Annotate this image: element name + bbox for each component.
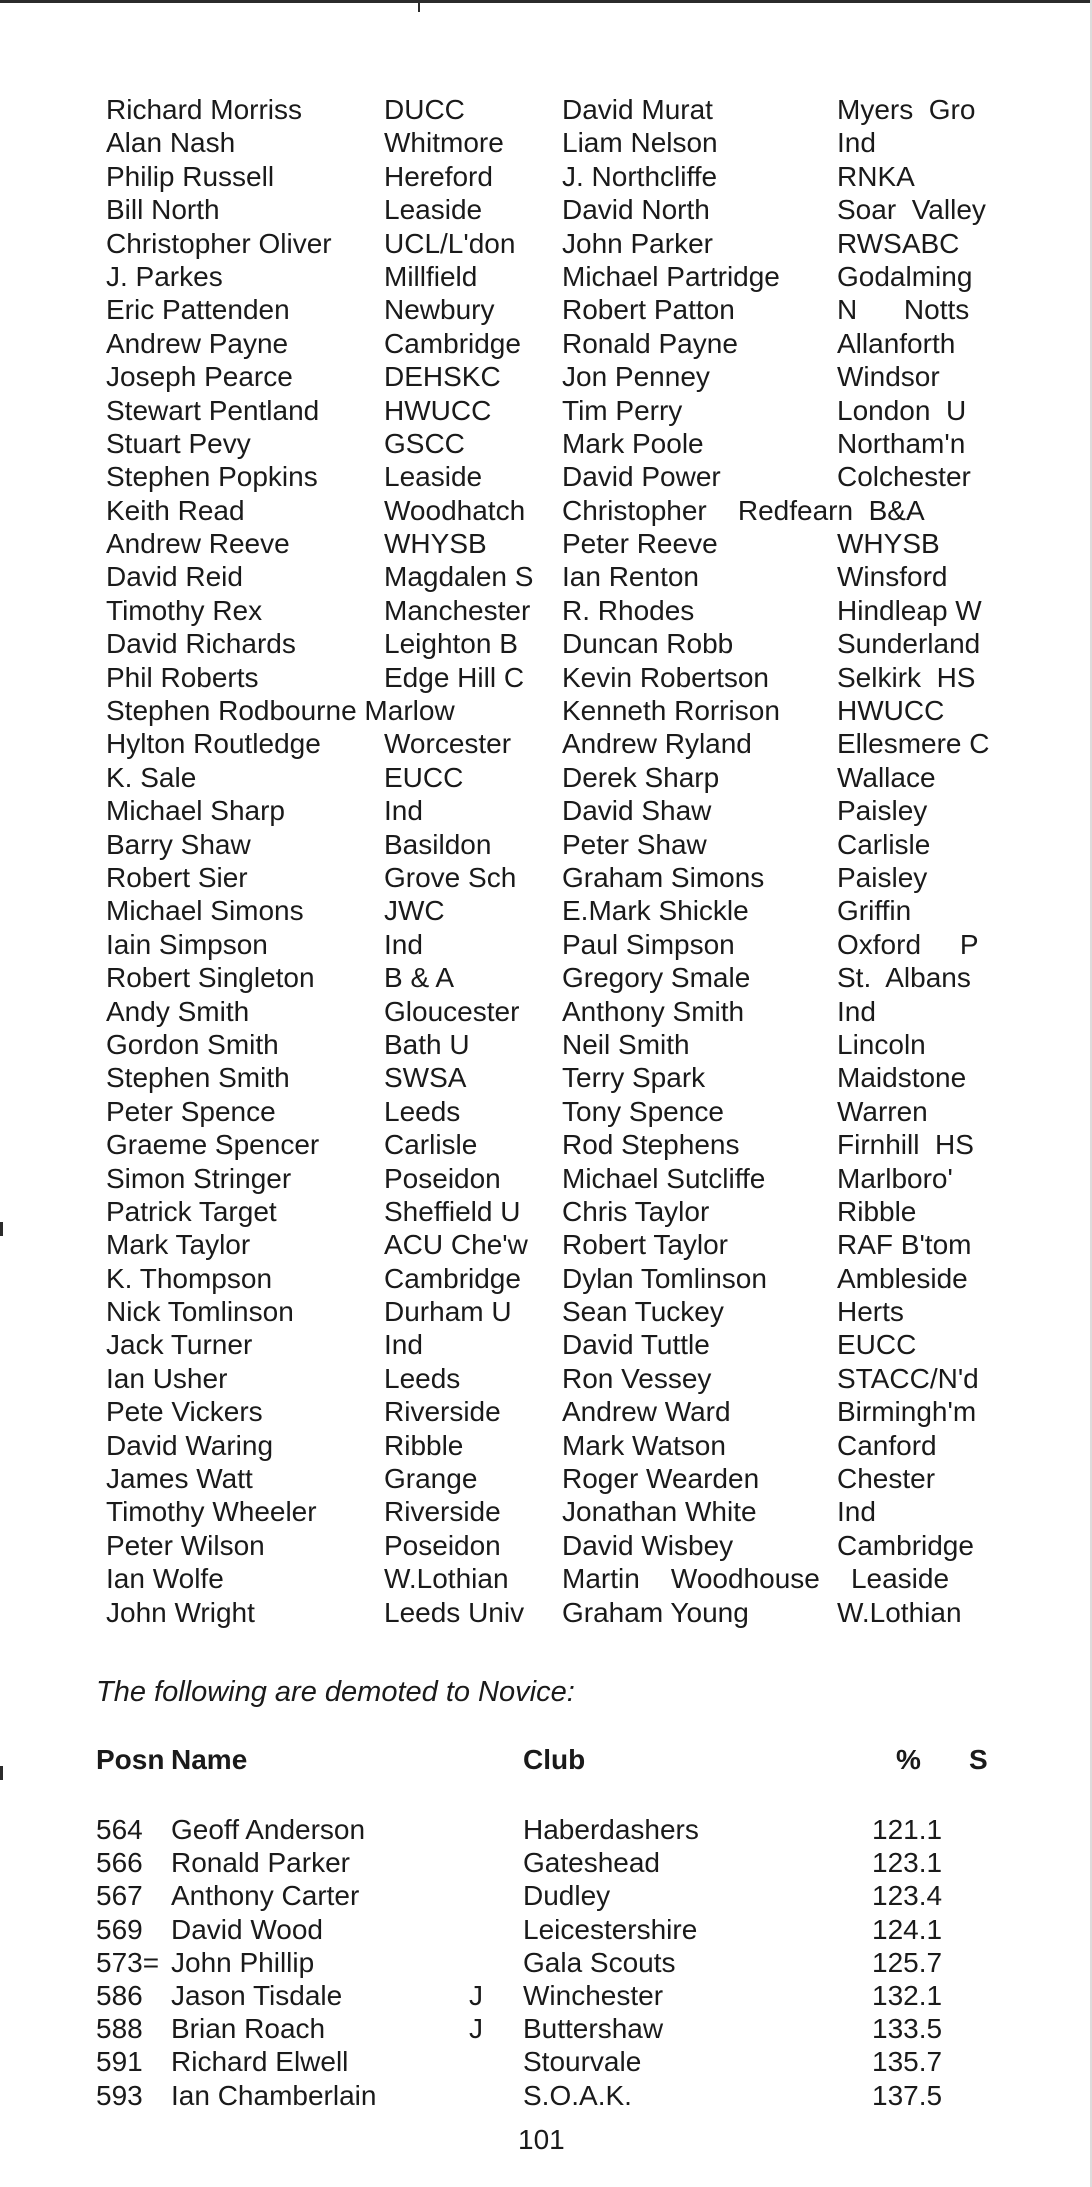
name-cell: David Wood xyxy=(171,1913,324,1945)
name-cell: Mark Taylor xyxy=(106,1229,251,1261)
club-cell: Ribble xyxy=(384,1429,464,1461)
club-cell: GSCC xyxy=(384,427,465,459)
posn-cell: 573= xyxy=(96,1946,160,1978)
club-cell: Carlisle xyxy=(837,828,931,860)
percent-cell: 121.1 xyxy=(872,1814,943,1845)
name-cell: K. Thompson xyxy=(106,1262,273,1294)
name-cell: John Parker xyxy=(562,227,713,259)
name-cell: Pete Vickers xyxy=(106,1396,263,1428)
list-row xyxy=(92,527,1022,560)
club-cell: Millfield xyxy=(384,260,478,292)
name-cell: John Wright xyxy=(106,1596,255,1628)
table-row xyxy=(96,1979,1016,2012)
posn-cell: 593 xyxy=(96,2079,143,2111)
club-cell: Ind xyxy=(837,1496,876,1528)
posn-cell: 591 xyxy=(96,2046,143,2078)
club-cell: Bath U xyxy=(384,1028,470,1060)
club-cell: SWSA xyxy=(384,1062,467,1094)
list-row xyxy=(92,1529,1022,1562)
posn-cell: 569 xyxy=(96,1913,143,1945)
name-cell: Jason Tisdale xyxy=(171,1979,343,2011)
club-cell: Godalming xyxy=(837,260,973,292)
name-cell: Eric Pattenden xyxy=(106,294,290,326)
name-cell: Hylton Routledge xyxy=(106,728,321,760)
club-cell: Leighton B xyxy=(384,628,518,660)
percent-cell: 125.7 xyxy=(872,1946,943,1978)
name-cell: Jon Penney xyxy=(562,361,710,393)
name-cell: J. Parkes xyxy=(106,260,223,292)
posn-cell: 566 xyxy=(96,1847,143,1879)
name-cell: Iain Simpson xyxy=(106,928,268,960)
list-row xyxy=(92,1495,1022,1528)
name-cell: Jonathan White xyxy=(562,1496,757,1528)
name-cell: K. Sale xyxy=(106,761,197,793)
name-cell: E.Mark Shickle xyxy=(562,895,749,927)
name-cell: Peter Shaw xyxy=(562,828,707,860)
table-row xyxy=(96,1846,1016,1879)
left-margin-mark xyxy=(0,1766,3,1780)
club-cell: Whitmore xyxy=(384,127,504,159)
name-cell: Kenneth Rorrison xyxy=(562,695,780,727)
name-cell: Anthony Carter xyxy=(171,1880,360,1912)
novice-table xyxy=(96,1813,1016,2112)
club-cell: Paisley xyxy=(837,795,928,827)
table-row xyxy=(96,2012,1016,2045)
name-cell: Barry Shaw xyxy=(106,828,251,860)
list-row xyxy=(92,494,1022,527)
name-cell: Richard Elwell xyxy=(171,2046,349,2078)
percent-cell: 132.1 xyxy=(872,1979,943,2011)
name-cell: Ian Chamberlain xyxy=(171,2079,377,2111)
club-cell: Woodhatch xyxy=(384,494,526,526)
club-cell: Ellesmere C xyxy=(837,728,990,760)
column-header-club: Club xyxy=(523,1744,586,1775)
table-row xyxy=(96,1946,1016,1979)
list-row xyxy=(92,427,1022,460)
club-cell: Paisley xyxy=(837,861,928,893)
list-row xyxy=(92,828,1022,861)
list-row xyxy=(92,193,1022,226)
list-row xyxy=(92,1128,1022,1161)
name-cell: Simon Stringer xyxy=(106,1162,292,1194)
club-cell: Herts xyxy=(837,1296,904,1328)
name-cell: David Waring xyxy=(106,1429,274,1461)
name-cell: Martin Woodhouse Leaside xyxy=(562,1563,950,1595)
club-cell: Leeds xyxy=(384,1362,461,1394)
name-cell: Stephen Popkins xyxy=(106,461,318,493)
page-number: 101 xyxy=(518,2124,565,2155)
list-row xyxy=(92,794,1022,827)
name-cell: Timothy Wheeler xyxy=(106,1496,317,1528)
column-header-s: S xyxy=(969,1744,988,1775)
name-cell: Bill North xyxy=(106,194,220,226)
club-cell: S.O.A.K. xyxy=(523,2079,632,2111)
list-row xyxy=(92,1395,1022,1428)
column-header-posn: Posn xyxy=(96,1744,165,1775)
list-row xyxy=(92,661,1022,694)
table-row xyxy=(96,1913,1016,1946)
list-row xyxy=(92,1295,1022,1328)
club-cell: RNKA xyxy=(837,160,915,192)
list-row xyxy=(92,761,1022,794)
list-row xyxy=(92,928,1022,961)
club-cell: Ribble xyxy=(837,1195,917,1227)
name-cell: Ronald Payne xyxy=(562,327,738,359)
percent-cell: 133.5 xyxy=(872,2013,943,2045)
name-cell: David Reid xyxy=(106,561,243,593)
club-cell: Northam'n xyxy=(837,427,966,459)
club-cell: Ambleside xyxy=(837,1262,968,1294)
name-cell: Stephen Smith xyxy=(106,1062,290,1094)
name-cell: Peter Reeve xyxy=(562,528,718,560)
club-cell: Haberdashers xyxy=(523,1814,699,1845)
club-cell: W.Lothian xyxy=(837,1596,962,1628)
name-cell: Gregory Smale xyxy=(562,962,751,994)
club-cell: RAF B'tom xyxy=(837,1229,972,1261)
club-cell: N Notts xyxy=(837,294,970,326)
club-cell: Soar Valley xyxy=(837,194,986,226)
top-edge-rule xyxy=(0,0,1092,3)
column-header-name: Name xyxy=(171,1744,248,1775)
table-row xyxy=(96,2079,1016,2112)
novice-table-header xyxy=(96,1744,1016,1778)
club-cell: Wallace xyxy=(837,761,936,793)
club-cell: Myers Gro xyxy=(837,94,976,125)
name-cell: Derek Sharp xyxy=(562,761,720,793)
name-cell: J. Northcliffe xyxy=(562,160,718,192)
club-cell: Cambridge xyxy=(384,1262,521,1294)
list-row xyxy=(92,961,1022,994)
list-row xyxy=(92,360,1022,393)
club-cell: Worcester xyxy=(384,728,512,760)
name-cell: Kevin Robertson xyxy=(562,661,770,693)
club-cell: STACC/N'd xyxy=(837,1362,979,1394)
club-cell: Sheffield U xyxy=(384,1195,521,1227)
list-row xyxy=(92,694,1022,727)
percent-cell: 124.1 xyxy=(872,1913,943,1945)
list-row xyxy=(92,1596,1022,1629)
name-cell: Nick Tomlinson xyxy=(106,1296,294,1328)
club-cell: WHYSB xyxy=(384,528,487,560)
name-cell: Jack Turner xyxy=(106,1329,253,1361)
name-cell: Brian Roach xyxy=(171,2013,326,2045)
name-cell: Andrew Ward xyxy=(562,1396,731,1428)
name-cell: Liam Nelson xyxy=(562,127,718,159)
club-cell: Ind xyxy=(384,928,423,960)
name-cell: Andrew Ryland xyxy=(562,728,752,760)
club-cell: Dudley xyxy=(523,1880,611,1912)
club-cell: RWSABC xyxy=(837,227,960,259)
name-cell: Peter Wilson xyxy=(106,1529,265,1561)
club-cell: Grove Sch xyxy=(384,861,517,893)
name-cell: James Watt xyxy=(106,1463,253,1495)
club-cell: Sunderland xyxy=(837,628,981,660)
club-cell: Marlboro' xyxy=(837,1162,953,1194)
name-cell: Terry Spark xyxy=(562,1062,706,1094)
junior-flag: J xyxy=(469,1979,483,2011)
list-row xyxy=(92,1262,1022,1295)
club-cell: HWUCC xyxy=(384,394,492,426)
name-cell: Ian Renton xyxy=(562,561,699,593)
list-row xyxy=(92,394,1022,427)
list-row xyxy=(92,1362,1022,1395)
name-cell: Ian Usher xyxy=(106,1362,228,1394)
club-cell: Riverside xyxy=(384,1396,501,1428)
name-cell: Duncan Robb xyxy=(562,628,734,660)
name-cell: Roger Wearden xyxy=(562,1463,760,1495)
name-cell: Patrick Target xyxy=(106,1195,277,1227)
club-cell: Grange xyxy=(384,1463,478,1495)
club-cell: EUCC xyxy=(384,761,464,793)
name-club-list xyxy=(92,93,1022,1629)
name-cell: Andrew Reeve xyxy=(106,528,290,560)
name-cell: Phil Roberts xyxy=(106,661,259,693)
posn-cell: 588 xyxy=(96,2013,143,2045)
name-cell: Christopher Oliver xyxy=(106,227,332,259)
percent-cell: 135.7 xyxy=(872,2046,943,2078)
list-row xyxy=(92,1095,1022,1128)
name-cell: Keith Read xyxy=(106,494,245,526)
list-row xyxy=(92,594,1022,627)
club-cell: Maidstone xyxy=(837,1062,967,1094)
club-cell: Selkirk HS xyxy=(837,661,976,693)
name-cell: Anthony Smith xyxy=(562,995,745,1027)
name-cell: Mark Poole xyxy=(562,427,704,459)
club-cell: Ind xyxy=(837,995,876,1027)
name-cell: Geoff Anderson xyxy=(171,1814,366,1845)
club-cell: Newbury xyxy=(384,294,495,326)
posn-cell: 564 xyxy=(96,1814,143,1845)
name-cell: Robert Sier xyxy=(106,861,248,893)
list-row xyxy=(92,1061,1022,1094)
list-row xyxy=(92,1162,1022,1195)
name-cell: Tony Spence xyxy=(562,1095,724,1127)
list-row xyxy=(92,1028,1022,1061)
name-cell: Tim Perry xyxy=(562,394,683,426)
name-cell: Graham Young xyxy=(562,1596,749,1628)
name-cell: Dylan Tomlinson xyxy=(562,1262,767,1294)
club-cell: Hereford xyxy=(384,160,493,192)
name-cell: Ronald Parker xyxy=(171,1847,350,1879)
name-cell: Paul Simpson xyxy=(562,928,735,960)
club-cell: Poseidon xyxy=(384,1529,501,1561)
list-row xyxy=(92,260,1022,293)
club-cell: St. Albans xyxy=(837,962,971,994)
club-cell: Winsford xyxy=(837,561,948,593)
club-cell: Colchester xyxy=(837,461,971,493)
name-cell: Mark Watson xyxy=(562,1429,726,1461)
list-row xyxy=(92,327,1022,360)
name-cell: Robert Singleton xyxy=(106,962,315,994)
table-row xyxy=(96,1813,1016,1846)
table-row xyxy=(96,1879,1016,1912)
name-cell: Graeme Spencer xyxy=(106,1129,320,1161)
club-cell: Stourvale xyxy=(523,2046,642,2078)
club-cell: Cambridge xyxy=(837,1529,974,1561)
name-cell: David Tuttle xyxy=(562,1329,710,1361)
club-cell: Durham U xyxy=(384,1296,512,1328)
club-cell: Edge Hill C xyxy=(384,661,525,693)
list-row xyxy=(92,1562,1022,1595)
list-row xyxy=(92,1195,1022,1228)
club-cell: Cambridge xyxy=(384,327,521,359)
list-row xyxy=(92,93,1022,126)
club-cell: Firnhill HS xyxy=(837,1129,974,1161)
name-cell: David Murat xyxy=(562,94,713,125)
name-cell: Philip Russell xyxy=(106,160,275,192)
list-row xyxy=(92,293,1022,326)
list-row xyxy=(92,1228,1022,1261)
club-cell: JWC xyxy=(384,895,445,927)
club-cell: Griffin xyxy=(837,895,912,927)
name-cell: Stephen Rodbourne Marlow xyxy=(106,695,455,727)
club-cell: Leaside xyxy=(384,461,483,493)
name-cell: Richard Morriss xyxy=(106,94,303,125)
name-cell: David North xyxy=(562,194,710,226)
name-cell: R. Rhodes xyxy=(562,594,695,626)
list-row xyxy=(92,861,1022,894)
list-row xyxy=(92,1462,1022,1495)
club-cell: Winchester xyxy=(523,1979,664,2011)
name-cell: Christopher Redfearn B&A xyxy=(562,494,925,526)
name-cell: Stewart Pentland xyxy=(106,394,320,426)
left-margin-mark xyxy=(0,1222,3,1236)
junior-flag: J xyxy=(469,2013,483,2045)
club-cell: DEHSKC xyxy=(384,361,501,393)
club-cell: Magdalen S xyxy=(384,561,534,593)
club-cell: Ind xyxy=(384,795,423,827)
list-row xyxy=(92,1429,1022,1462)
name-cell: Alan Nash xyxy=(106,127,236,159)
club-cell: Birmingh'm xyxy=(837,1396,977,1428)
list-row xyxy=(92,160,1022,193)
club-cell: ACU Che'w xyxy=(384,1229,528,1261)
name-cell: Michael Sutcliffe xyxy=(562,1162,766,1194)
percent-cell: 137.5 xyxy=(872,2079,943,2111)
club-cell: UCL/L'don xyxy=(384,227,516,259)
club-cell: Canford xyxy=(837,1429,937,1461)
name-cell: Robert Taylor xyxy=(562,1229,729,1261)
top-edge-tick xyxy=(418,0,420,12)
posn-cell: 567 xyxy=(96,1880,143,1912)
club-cell: Warren xyxy=(837,1095,928,1127)
demoted-heading: The following are demoted to Novice: xyxy=(96,1676,575,1708)
club-cell: Allanforth xyxy=(837,327,956,359)
name-cell: Michael Simons xyxy=(106,895,304,927)
club-cell: Leaside xyxy=(384,194,483,226)
club-cell: Leicestershire xyxy=(523,1913,698,1945)
club-cell: W.Lothian xyxy=(384,1563,509,1595)
club-cell: Basildon xyxy=(384,828,492,860)
club-cell: HWUCC xyxy=(837,695,945,727)
club-cell: Leeds xyxy=(384,1095,461,1127)
club-cell: Chester xyxy=(837,1463,936,1495)
club-cell: B & A xyxy=(384,962,455,994)
list-row xyxy=(92,727,1022,760)
list-row xyxy=(92,995,1022,1028)
club-cell: Hindleap W xyxy=(837,594,982,626)
name-cell: Ron Vessey xyxy=(562,1362,712,1394)
club-cell: Gateshead xyxy=(523,1847,660,1879)
club-cell: DUCC xyxy=(384,94,465,125)
name-cell: Andrew Payne xyxy=(106,327,289,359)
list-row xyxy=(92,560,1022,593)
name-cell: Robert Patton xyxy=(562,294,735,326)
table-row xyxy=(96,2045,1016,2078)
posn-cell: 586 xyxy=(96,1979,143,2011)
list-row xyxy=(92,894,1022,927)
club-cell: Poseidon xyxy=(384,1162,501,1194)
club-cell: Riverside xyxy=(384,1496,501,1528)
club-cell: EUCC xyxy=(837,1329,917,1361)
percent-cell: 123.1 xyxy=(872,1847,943,1879)
name-cell: Michael Sharp xyxy=(106,795,285,827)
name-cell: Ian Wolfe xyxy=(106,1563,224,1595)
percent-cell: 123.4 xyxy=(872,1880,943,1912)
club-cell: Manchester xyxy=(384,594,531,626)
name-cell: Andy Smith xyxy=(106,995,250,1027)
name-cell: Graham Simons xyxy=(562,861,765,893)
column-header-percent: % xyxy=(896,1744,921,1775)
club-cell: Gala Scouts xyxy=(523,1946,676,1978)
name-cell: Timothy Rex xyxy=(106,594,263,626)
list-row xyxy=(92,1328,1022,1361)
club-cell: Leeds Univ xyxy=(384,1596,525,1628)
name-cell: David Shaw xyxy=(562,795,712,827)
name-cell: Neil Smith xyxy=(562,1028,690,1060)
name-cell: Sean Tuckey xyxy=(562,1296,724,1328)
club-cell: Carlisle xyxy=(384,1129,478,1161)
name-cell: Rod Stephens xyxy=(562,1129,740,1161)
name-cell: Peter Spence xyxy=(106,1095,276,1127)
club-cell: Ind xyxy=(384,1329,423,1361)
name-cell: David Power xyxy=(562,461,721,493)
list-row xyxy=(92,227,1022,260)
club-cell: Ind xyxy=(837,127,876,159)
list-row xyxy=(92,627,1022,660)
list-row xyxy=(92,460,1022,493)
name-cell: Gordon Smith xyxy=(106,1028,279,1060)
club-cell: Windsor xyxy=(837,361,940,393)
club-cell: Gloucester xyxy=(384,995,520,1027)
list-row xyxy=(92,126,1022,159)
name-cell: Stuart Pevy xyxy=(106,427,251,459)
name-cell: Joseph Pearce xyxy=(106,361,293,393)
name-cell: John Phillip xyxy=(171,1946,315,1978)
name-cell: David Wisbey xyxy=(562,1529,734,1561)
club-cell: Buttershaw xyxy=(523,2013,664,2045)
name-cell: David Richards xyxy=(106,628,296,660)
name-cell: Chris Taylor xyxy=(562,1195,710,1227)
club-cell: Oxford P xyxy=(837,928,979,960)
club-cell: London U xyxy=(837,394,967,426)
club-cell: WHYSB xyxy=(837,528,940,560)
club-cell: Lincoln xyxy=(837,1028,926,1060)
name-cell: Michael Partridge xyxy=(562,260,780,292)
